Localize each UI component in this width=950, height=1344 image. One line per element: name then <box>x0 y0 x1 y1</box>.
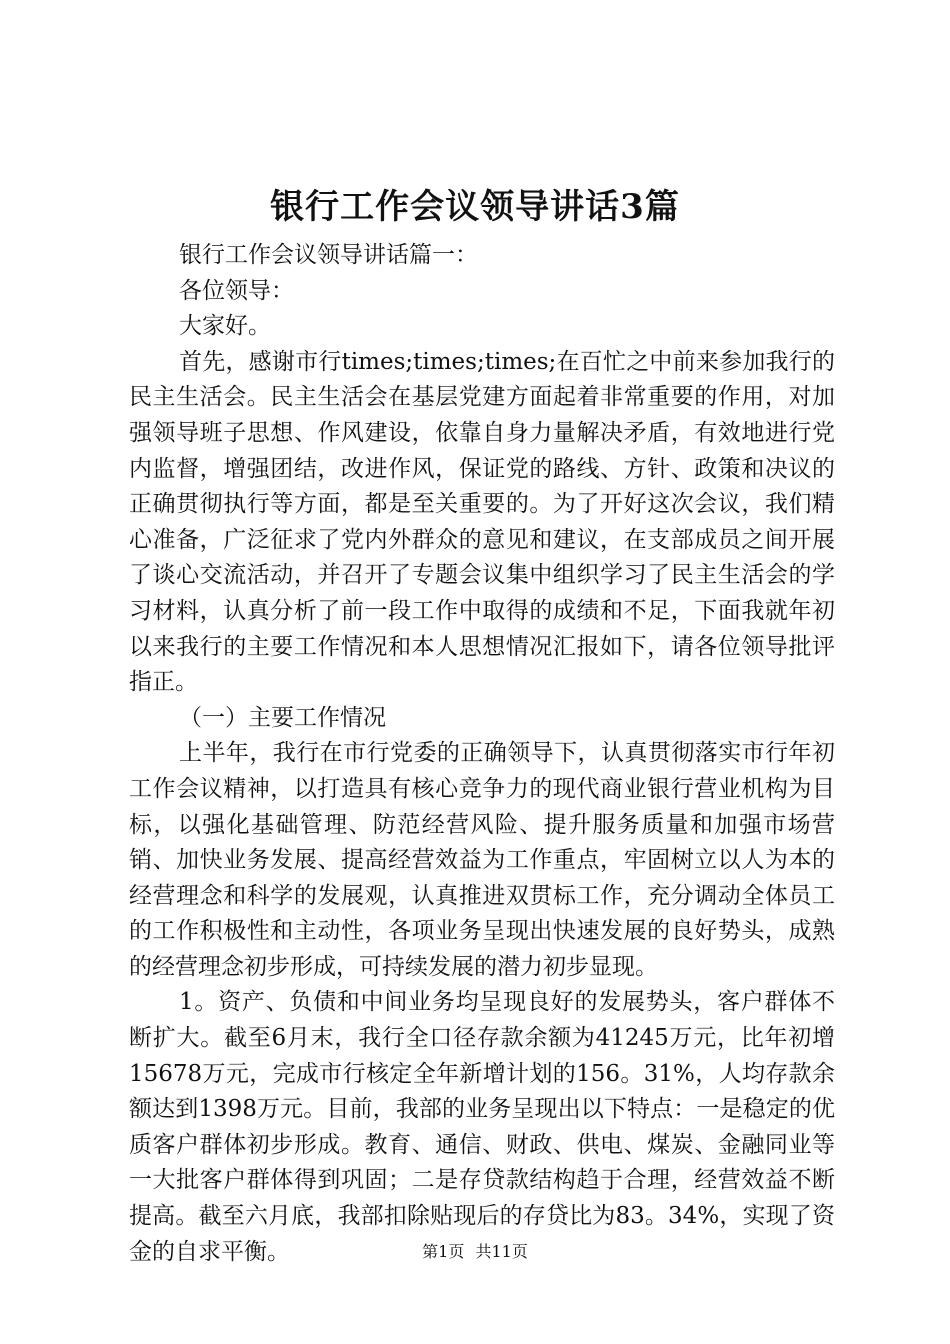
page-total: 共11页 <box>475 1242 528 1261</box>
paragraph-subheading: （一）主要工作情况 <box>179 704 386 731</box>
paragraph-salutation: 各位领导： <box>179 277 294 304</box>
paragraph-work-overview: 上半年，我行在市行党委的正确领导下，认真贯彻落实市行年初工作会议精神，以打造具有核心竞争力的现代商业银行营业机构为目标，以强化基础管理、防范经营风险、提升服务质量和加强市场营销、加快业务发展、提高经营效益为工作重点，牢固树立以人为本的经营理念和科学的发展观，认真推进双贯标工作，充分调动全体员工的工作积极性和主动性，各项业务呈现出快速发展的良好势头，成熟的经营理念初步形成，可持续发展的潜力初步显现。 <box>129 740 835 980</box>
page-footer <box>0 1240 950 1264</box>
page-number: 第1页 <box>422 1242 465 1261</box>
document-title: 银行工作会议领导讲话3篇 <box>270 187 680 227</box>
paragraph-introduction: 首先，感谢市行times;times;times;在百忙之中前来参加我行的民主生活会。民主生活会在基层党建方面起着非常重要的作用，对加强领导班子思想、作风建设，依靠自身力量解决矛盾，有效地进行党内监督，增强团结，改进作风，保证党的路线、方针、政策和决议的正确贯彻执行等方面，都是至关重要的。为了开好这次会议，我们精心准备，广泛征求了党内外群众的意见和建议，在支部成员之间开展了谈心交流活动，并召开了专题会议集中组织学习了民主生活会的学习材料，认真分析了前一段工作中取得的成绩和不足，下面我就年初以来我行的主要工作情况和本人思想情况汇报如下，请各位领导批评指正。 <box>129 348 835 696</box>
paragraph-section-heading: 银行工作会议领导讲话篇一： <box>179 242 478 268</box>
paragraph-greeting: 大家好。 <box>179 313 271 340</box>
paragraph-business-results: 1。资产、负债和中间业务均呈现良好的发展势头，客户群体不断扩大。截至6月末，我行全口径存款余额为41245万元，比年初增15678万元，完成市行核定全年新增计划的156。31%，人均存款余额达到1398万元。目前，我部的业务呈现出以下特点：一是稳定的优质客户群体初步形成。教育、通信、财政、供电、煤炭、金融同业等一大批客户群体得到巩固；二是存贷款结构趋于合理，经营效益不断提高。截至六月底，我部扣除贴现后的存贷比为83。34%，实现了资金的自求平衡。 <box>129 989 835 1265</box>
document-body <box>129 238 835 1270</box>
